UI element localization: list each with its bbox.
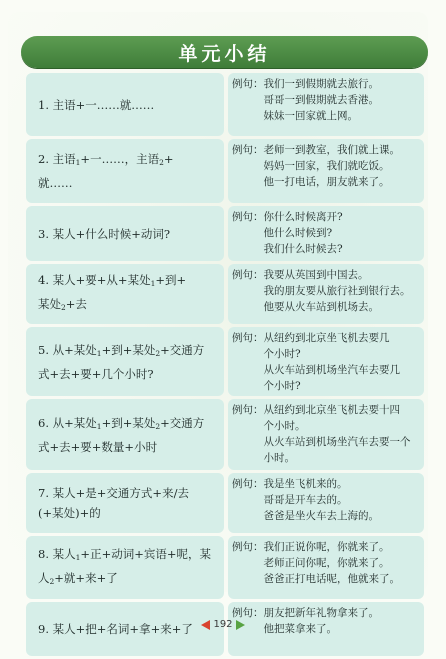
example-cell — [228, 536, 424, 599]
pattern-line: 1. 主语+一……就…… — [38, 97, 155, 112]
example-cell — [228, 399, 424, 470]
grammar-pattern — [38, 544, 211, 592]
example-sentence: 爸爸正打电话呢，他就来了。 — [263, 573, 400, 585]
example-sentence: 我们一到假期就去旅行。 — [263, 78, 379, 90]
pattern-line: 5. 从+某处$_1$+到+某处$_2$+交通方 — [38, 342, 205, 358]
example-sentences — [264, 267, 421, 322]
pattern-line: 8. 某人$_1$+正+动词+宾语+呢，某 — [38, 546, 211, 562]
pattern-line: 式+去+要+几个小时? — [38, 366, 154, 381]
grammar-pattern — [38, 340, 204, 384]
example-sentence: 你什么时候离开? — [263, 211, 343, 223]
example-label: 例句： — [232, 607, 264, 619]
pattern-cell — [26, 536, 224, 599]
example-sentence: 个小时? — [263, 380, 301, 392]
pattern-line: 3. 某人+什么时候+动词? — [38, 226, 171, 241]
example-sentence: 从火车站到机场坐汽车去要一个 — [263, 436, 411, 448]
example-sentence: 从火车站到机场坐汽车去要几 — [263, 364, 400, 376]
table-row — [26, 399, 424, 470]
example-sentence: 我的朋友要从旅行社到银行去。 — [263, 285, 411, 297]
example-sentences — [264, 402, 421, 468]
example-label: 例句： — [232, 404, 264, 416]
example-cell — [228, 473, 424, 533]
example-sentence: 我是坐飞机来的。 — [263, 478, 348, 490]
example-sentence: 老师一到教室，我们就上课。 — [263, 144, 400, 156]
grammar-pattern — [38, 224, 170, 244]
grammar-pattern — [38, 95, 154, 115]
pattern-cell — [26, 73, 224, 136]
next-page-arrow-icon[interactable] — [236, 620, 245, 630]
example-label: 例句： — [232, 78, 264, 90]
grammar-pattern — [38, 270, 186, 318]
example-sentence: 从纽约到北京坐飞机去要几 — [263, 332, 390, 344]
title-bar — [21, 36, 428, 68]
previous-page-arrow-icon[interactable] — [201, 620, 210, 630]
pattern-line: 7. 某人+是+交通方式+来/去 — [38, 486, 189, 500]
example-cell — [228, 327, 424, 396]
table-row — [26, 473, 424, 533]
pattern-line: 式+去+要+数量+小时 — [38, 439, 158, 454]
example-sentence: 妹妹一回家就上网。 — [263, 110, 358, 122]
pattern-line: (+某处)+的 — [38, 506, 101, 520]
example-label: 例句： — [232, 144, 264, 156]
example-sentence: 爸爸是坐火车去上海的。 — [263, 510, 379, 522]
summary-table — [26, 73, 424, 659]
table-row — [26, 264, 424, 324]
pattern-line: 9. 某人+把+名词+拿+来+了 — [38, 622, 193, 636]
table-row — [26, 73, 424, 136]
pattern-cell — [26, 206, 224, 261]
example-sentence: 哥哥一到假期就去香港。 — [263, 94, 379, 106]
example-sentences — [264, 476, 421, 531]
example-sentences — [264, 330, 421, 394]
example-sentence: 他要从火车站到机场去。 — [263, 301, 379, 313]
pattern-cell — [26, 139, 224, 203]
example-sentence: 他把菜拿来了。 — [263, 623, 337, 635]
example-sentence: 他什么时候到? — [263, 227, 333, 239]
pattern-cell — [26, 399, 224, 470]
page-number: 192 — [213, 619, 233, 630]
table-row — [26, 206, 424, 261]
table-row — [26, 327, 424, 396]
pattern-cell — [26, 473, 224, 533]
example-label: 例句： — [232, 541, 264, 553]
example-sentence: 老师正问你呢，你就来了。 — [263, 557, 390, 569]
example-sentence: 个小时。 — [263, 420, 306, 432]
example-sentence: 妈妈一回家，我们就吃饭。 — [263, 160, 390, 172]
example-sentence: 我们正说你呢，你就来了。 — [263, 541, 390, 553]
example-sentences — [264, 209, 421, 259]
example-sentence: 个小时? — [263, 348, 301, 360]
pattern-cell — [26, 264, 224, 324]
example-sentence: 朋友把新年礼物拿来了。 — [263, 607, 379, 619]
example-cell — [228, 139, 424, 203]
example-sentence: 从纽约到北京坐飞机去要十四 — [263, 404, 400, 416]
pattern-line: 4. 某人+要+从+某处$_1$+到+ — [38, 273, 187, 288]
page-title: 单元小结 — [178, 42, 271, 65]
example-label: 例句： — [232, 211, 264, 223]
example-label: 例句： — [232, 332, 264, 344]
example-sentence: 我要从英国到中国去。 — [263, 269, 369, 281]
page-footer — [0, 619, 446, 630]
grammar-pattern — [38, 413, 204, 457]
pattern-line: 人$_2$+就+来+了 — [38, 570, 118, 586]
example-sentence: 小时。 — [263, 452, 295, 464]
table-row — [26, 139, 424, 203]
pattern-line: 就…… — [38, 176, 73, 190]
example-sentences — [264, 76, 421, 134]
example-label: 例句： — [232, 478, 264, 490]
pattern-cell — [26, 327, 224, 396]
example-cell — [228, 73, 424, 136]
pattern-line: 某处$_2$+去 — [38, 297, 87, 312]
example-sentences — [264, 142, 421, 201]
example-sentence: 哥哥是开车去的。 — [263, 494, 348, 506]
example-label: 例句： — [232, 269, 264, 281]
table-row — [26, 536, 424, 599]
example-sentence: 他一打电话，朋友就来了。 — [263, 176, 390, 188]
pattern-line: 6. 从+某处$_1$+到+某处$_2$+交通方 — [38, 415, 205, 431]
grammar-pattern — [38, 483, 189, 523]
example-sentences — [264, 539, 421, 597]
pattern-line: 2. 主语$_1$+一……，主语$_2$+ — [38, 152, 174, 167]
example-cell — [228, 264, 424, 324]
grammar-pattern — [38, 149, 173, 193]
example-sentence: 我们什么时候去? — [263, 243, 343, 255]
example-cell — [228, 206, 424, 261]
